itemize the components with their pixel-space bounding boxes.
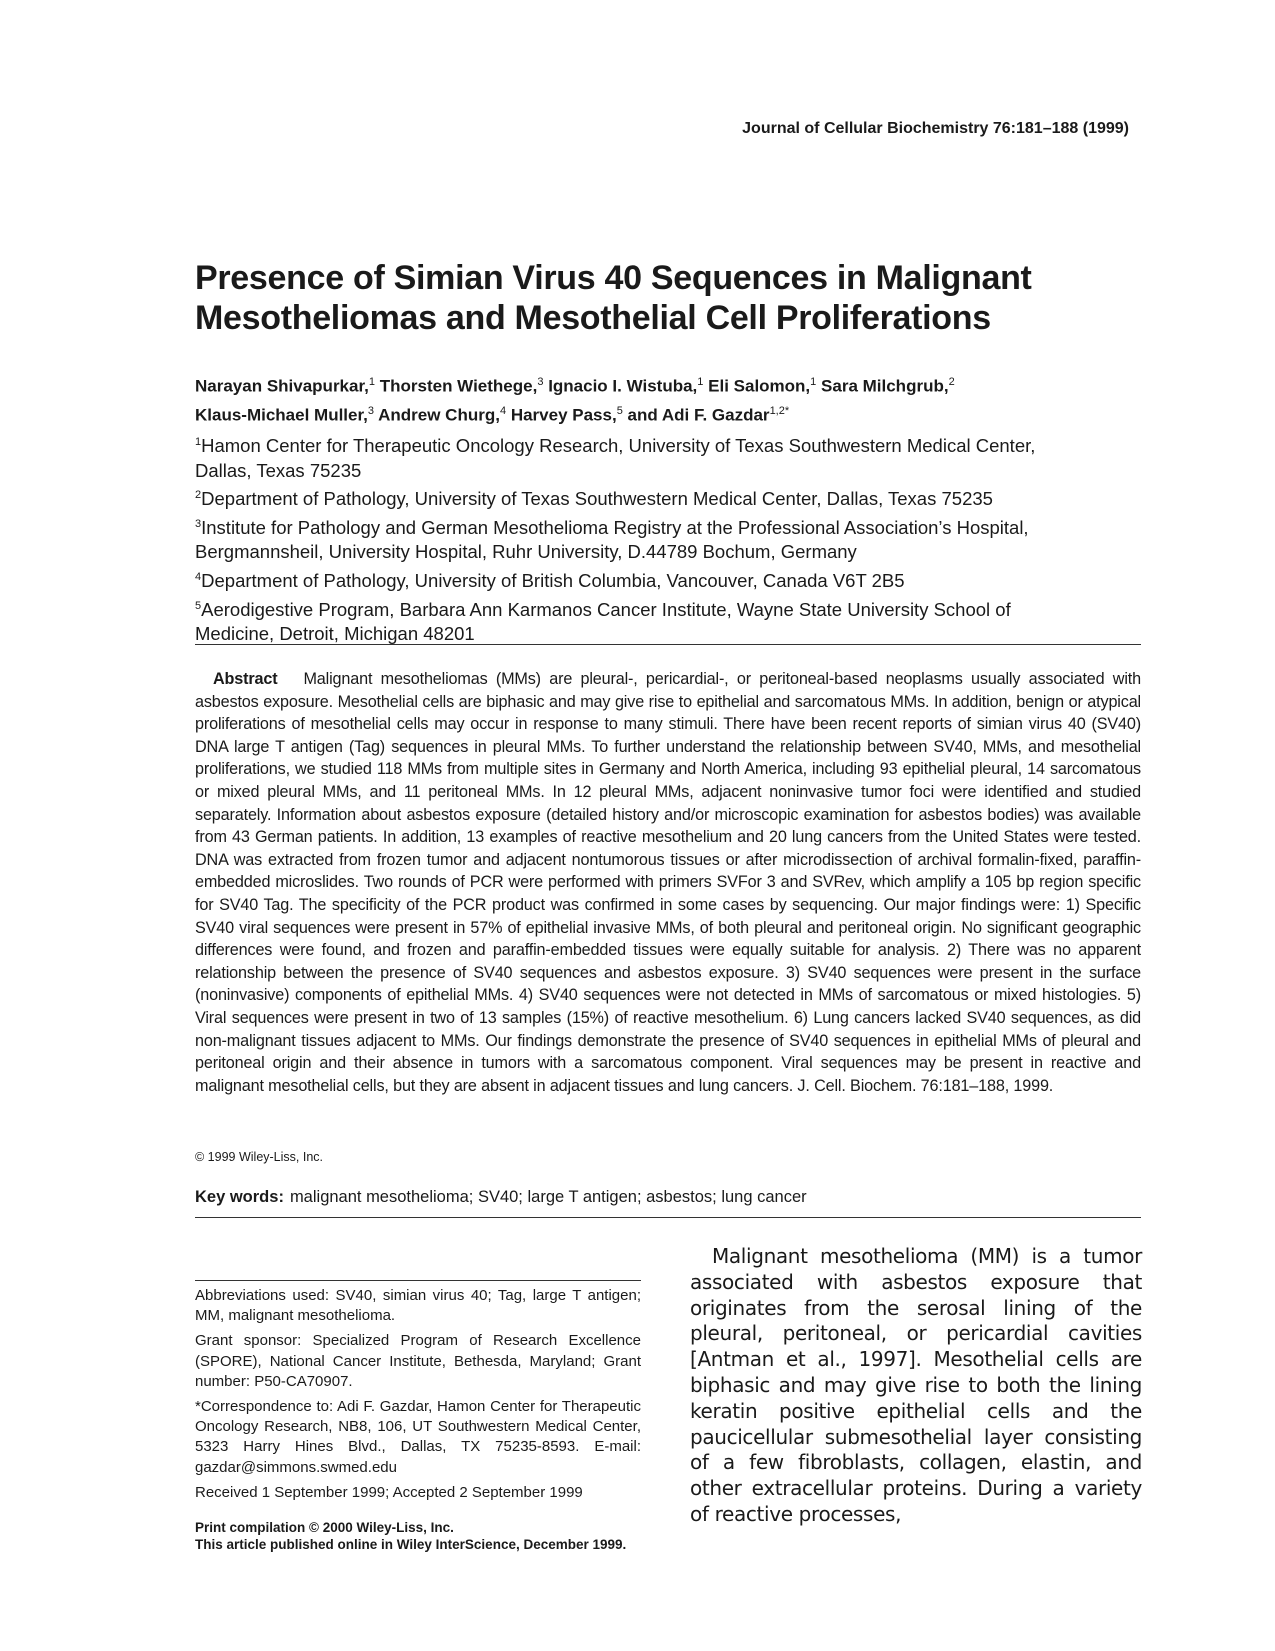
article-title: [195, 258, 1095, 338]
footnote-received: Received 1 September 1999; Accepted 2 September 1999: [195, 1483, 583, 1501]
online-publication: This article published online in Wiley InterScience, December 1999.: [195, 1537, 627, 1552]
author-name: Sara Milchgrub,: [821, 376, 949, 396]
author-affil-sup: 5: [616, 404, 623, 417]
header-divider: [195, 644, 1141, 645]
affiliation-text: Department of Pathology, University of British Columbia, Vancouver, Canada V6T 2B5: [201, 570, 905, 592]
abstract: [195, 668, 1141, 1097]
abstract-label: Abstract: [213, 670, 278, 688]
footnote-divider: [195, 1280, 641, 1281]
print-compilation: Print compilation © 2000 Wiley-Liss, Inc.: [195, 1520, 454, 1535]
author-name: Narayan Shivapurkar,: [195, 376, 369, 396]
author-affil-sup: 1,2*: [769, 404, 790, 417]
author-affil-sup: 3: [367, 404, 375, 417]
affiliation-item: [195, 430, 1095, 483]
footnote-grant: Grant sponsor: Specialized Program of Research Excellence (SPORE), National Cancer Institute, Bethesda, Maryland; Grant number: P50-CA70907.: [195, 1332, 641, 1390]
author-name: and Adi F. Gazdar: [627, 405, 770, 425]
author-affil-sup: 1: [368, 376, 375, 388]
abstract-divider: [195, 1217, 1141, 1218]
keywords: [195, 1188, 807, 1207]
affiliation-item: [195, 565, 1095, 594]
author-name: Eli Salomon,: [708, 376, 811, 396]
affiliation-sup: 5: [195, 599, 202, 612]
footnote-abbreviations: Abbreviations used: SV40, simian virus 40; Tag, large T antigen; MM, malignant mesothelioma.: [195, 1287, 641, 1325]
affiliation-text: Hamon Center for Therapeutic Oncology Research, University of Texas Southwestern Medical Center, Dallas, Texas 75235: [195, 435, 1036, 481]
author-list: [195, 370, 1095, 427]
affiliation-item: [195, 594, 1095, 647]
affiliation-sup: 2: [195, 489, 202, 502]
author-affil-sup: 1: [697, 376, 704, 388]
author-name: Andrew Churg,: [378, 405, 500, 425]
keywords-text: malignant mesothelioma; SV40; large T antigen; asbestos; lung cancer: [289, 1188, 807, 1206]
affiliation-text: Department of Pathology, University of Texas Southwestern Medical Center, Dallas, Texas 75235: [201, 488, 993, 510]
author-name: Klaus-Michael Muller,: [195, 405, 368, 425]
affiliation-sup: 1: [195, 436, 202, 448]
body-paragraph: [690, 1244, 1142, 1528]
body-paragraph-text: Malignant mesothelioma (MM) is a tumor associated with asbestos exposure that originates from the serosal lining of the pleural, peritoneal, or pericardial cavities [Antman et al., 1997]. Mesothelial cells are biphasic and may give rise to both the lining keratin positive epithelial cells and the paucicellular submesothelial layer consisting of a few fibroblasts, collagen, elastin, and other extracellular proteins. During a variety of reactive processes,: [690, 1244, 1142, 1526]
affiliation-text: Institute for Pathology and German Mesothelioma Registry at the Professional Association’s Hospital, Bergmannsheil, University Hospital, Ruhr University, D.44789 Bochum, Germany: [195, 516, 1029, 563]
affiliation-sup: 4: [195, 570, 202, 583]
author-name: Thorsten Wiethege,: [379, 376, 538, 396]
abstract-text: Malignant mesotheliomas (MMs) are pleural-, pericardial-, or peritoneal-based neoplasms usually associated with asbestos exposure. Mesothelial cells are biphasic and may give rise to epithelial and sarcomatous MMs. In addition, benign or atypical proliferations of mesothelial cells may occur in response to many stimuli. There have been recent reports of simian virus 40 (SV40) DNA large T antigen (Tag) sequences in pleural MMs. To further understand the relationship between SV40, MMs, and mesothelial proliferations, we studied 118 MMs from multiple sites in Germany and North America, including 93 epithelial pleural, 14 sarcomatous or mixed pleural MMs, and 11 peritoneal MMs. In 12 pleural MMs, adjacent noninvasive tumor foci were identified and studied separately. Information about asbestos exposure (detailed history and/or microscopic examination for asbestos bodies) was available from 43 German patients. In addition, 13 examples of reactive mesothelium and 20 lung cancers from the United States were tested. DNA was extracted from frozen tumor and adjacent nontumorous tissues or after microdissection of archival formalin-fixed, paraffin-embedded microslides. Two rounds of PCR were performed with primers SVFor 3 and SVRev, which amplify a 105 bp region specific for SV40 Tag. The specificity of the PCR product was confirmed in some cases by sequencing. Our major findings were: 1) Specific SV40 viral sequences were present in 57% of epithelial invasive MMs, of both pleural and peritoneal origin. No significant geographic differences were found, and frozen and paraffin-embedded tissues were equally suitable for analysis. 2) There was no apparent relationship between the presence of SV40 sequences and asbestos exposure. 3) SV40 sequences were present in the surface (noninvasive) components of epithelial MMs. 4) SV40 sequences were not detected in MMs of sarcomatous or mixed histologies. 5) Viral sequences were present in two of 13 samples (15%) of reactive mesothelium. 6) Lung cancers lacked SV40 sequences, as did non-malignant tissues adjacent to MMs. Our findings demonstrate the presence of SV40 sequences in epithelial MMs of pleural and peritoneal origin and their absence in tumors with a sarcomatous component. Viral sequences may be present in reactive and malignant mesothelial cells, but they are absent in adjacent tissues and lung cancers. J. Cell. Biochem. 76:181–188, 1999.: [195, 670, 1141, 1095]
author-name: Harvey Pass,: [510, 405, 617, 425]
author-name: Ignacio I. Wistuba,: [548, 376, 698, 396]
title-line-2: Mesotheliomas and Mesothelial Cell Proliferations: [195, 299, 991, 337]
affiliation-sup: 3: [195, 517, 202, 530]
author-affil-sup: 2: [948, 376, 955, 388]
author-line-1: [195, 370, 1095, 399]
title-line-1: Presence of Simian Virus 40 Sequences in Malignant: [195, 259, 1032, 297]
affiliation-list: [195, 430, 1095, 647]
journal-citation: Journal of Cellular Biochemistry 76:181–188 (1999): [742, 120, 1129, 137]
author-affil-sup: 4: [499, 404, 507, 417]
footnotes: [195, 1286, 641, 1508]
author-affil-sup: 1: [810, 376, 817, 388]
abstract-copyright: © 1999 Wiley-Liss, Inc.: [195, 1150, 324, 1164]
footnote-correspondence: *Correspondence to: Adi F. Gazdar, Hamon Center for Therapeutic Oncology Research, NB8, 106, UT Southwestern Medical Center, 5323 Harry Hines Blvd., Dallas, TX 75235-8593. E-mail: gazdar@simmons.swmed.edu: [195, 1398, 641, 1476]
keywords-label: Key words:: [195, 1188, 284, 1206]
affiliation-text: Aerodigestive Program, Barbara Ann Karmanos Cancer Institute, Wayne State University School of Medicine, Detroit, Michigan 48201: [195, 598, 1011, 645]
affiliation-item: [195, 512, 1095, 565]
author-affil-sup: 3: [537, 376, 544, 388]
author-line-2: [195, 399, 1095, 428]
affiliation-item: [195, 483, 1095, 512]
